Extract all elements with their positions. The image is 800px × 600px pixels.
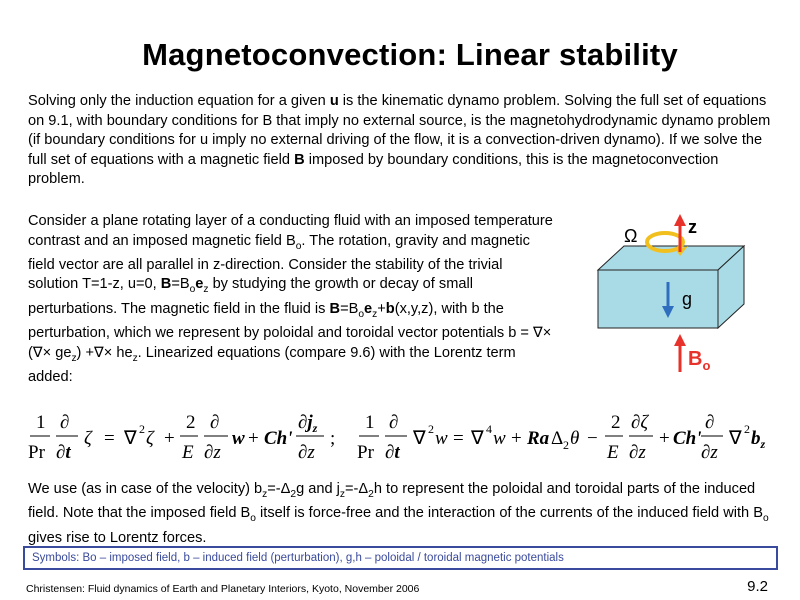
eq2-sup2b: 2 [744, 422, 750, 436]
subscript: z [132, 352, 138, 364]
eq1-one: 1 [36, 412, 46, 433]
eq1-dz: ∂z [204, 442, 221, 463]
subscript: 2 [290, 488, 297, 500]
subscript: z [203, 284, 209, 296]
eq1-pr: Pr [28, 442, 45, 463]
box-front-face [598, 270, 718, 328]
g-label: g [682, 289, 693, 309]
bold-B: B [329, 300, 341, 317]
footer-citation: Christensen: Fluid dynamics of Earth and Planetary Interiors, Kyoto, November 2006 [26, 583, 420, 595]
text-run: g and j [296, 481, 340, 497]
text-run: + [377, 300, 386, 317]
b-label-main: B [688, 348, 703, 370]
eq1-dj-main: ∂j [298, 412, 313, 433]
subscript: z [339, 488, 346, 500]
text-run: gives rise to Lorentz forces. [28, 529, 207, 546]
eq2-sub2: 2 [563, 438, 569, 452]
subscript: o [189, 284, 196, 296]
eq1-dj-sub: z [312, 421, 318, 435]
eq2-nabla4: ∇ [471, 428, 484, 449]
eq2-plus: + [511, 428, 522, 449]
representation-paragraph [28, 480, 778, 548]
text-run: by studying the growth or decay of small perturbations. The magnetic field in the fluid is [28, 276, 473, 317]
page-number: 9.2 [747, 578, 768, 595]
symbols-text: Symbols: Bo – imposed field, b – induced field (perturbation), g,h – poloidal / toroidal magnetic potentials [32, 552, 564, 564]
vorticity-equation [26, 404, 346, 472]
bold-B: B [160, 276, 172, 293]
b-label-sub: o [702, 358, 711, 373]
subscript: o [762, 513, 769, 525]
text-run: (x,y,z), with b the perturbation, which we represent by poloidal and toroidal vector potentials b = ∇× (∇× ge [28, 300, 552, 361]
subscript: z [71, 352, 77, 364]
b-label [688, 348, 710, 373]
text-run: h to represent the poloidal and toroidal parts of the induced field. Note that the imposed field B [28, 481, 756, 522]
eq2-eq: = [453, 428, 464, 449]
page-title: Magnetoconvection: Linear stability [142, 37, 678, 72]
text-run: =B [171, 276, 190, 293]
b-arrowhead-icon [674, 334, 686, 346]
subscript: o [295, 240, 302, 252]
eq1-e: E [182, 442, 194, 463]
eq1-sup2: 2 [139, 422, 145, 436]
subscript: 2 [368, 488, 374, 500]
eq2-nabla: ∇ [413, 428, 426, 449]
eq2-dzeta: ∂ζ [631, 412, 649, 433]
eq2-sup2: 2 [428, 422, 434, 436]
eq2-two: 2 [611, 412, 621, 433]
eq1-plus: + [164, 428, 175, 449]
eq2-plus2: + [659, 428, 670, 449]
bold-e: e [364, 300, 373, 317]
subscript: o [250, 513, 256, 525]
omega-label: Ω [624, 226, 638, 246]
eq2-dt: ∂t [385, 442, 400, 463]
z-label: z [688, 217, 697, 237]
subscript: z [372, 308, 378, 320]
eq2-dz2: ∂z [701, 442, 718, 463]
intro-paragraph [28, 92, 778, 190]
text-run: Solving only the induction equation for a given [28, 93, 330, 109]
eq1-semi: ; [330, 428, 336, 449]
text-run: =-Δ [345, 481, 369, 497]
eq1-nabla: ∇ [124, 428, 137, 449]
eq1-d: ∂ [60, 412, 70, 433]
eq2-b-sub: z [760, 437, 766, 451]
eq1-w: w [232, 428, 245, 449]
text-run: =-Δ [267, 481, 291, 497]
eq2-ch: Ch' [673, 428, 702, 449]
text-run: . The rotation, gravity and magnetic field vector are all parallel in z-direction. Consider the stability of the trivial solution T=1-z, u=0, [28, 232, 530, 293]
eq2-sup4: 4 [486, 422, 492, 436]
subscript: o [358, 308, 365, 320]
momentum-equation [355, 404, 775, 472]
bold-u: u [329, 93, 339, 109]
eq2-theta: θ [570, 428, 580, 449]
symbols-box [23, 546, 778, 570]
text-run: Consider a plane rotating layer of a conducting fluid with an imposed temperature contrast and an imposed magnetic field B [28, 213, 553, 249]
eq1-plus2: + [248, 428, 259, 449]
bold-b: b [385, 300, 395, 317]
eq1-eq: = [104, 428, 115, 449]
eq1-two: 2 [186, 412, 196, 433]
eq1-zeta2: ζ [146, 428, 154, 449]
text-run: =B [340, 300, 359, 317]
bold-e: e [195, 276, 204, 293]
eq1-dz2: ∂z [298, 442, 315, 463]
eq2-d3: ∂ [705, 412, 715, 433]
text-run: ) +∇× he [76, 344, 133, 361]
eq2-e: E [607, 442, 619, 463]
text-run: We use (as in case of the velocity) b [28, 481, 263, 497]
rotating-layer-diagram [590, 212, 770, 382]
eq2-b-main: b [751, 428, 761, 449]
text-run: imposed by boundary conditions, this is the magnetoconvection problem. [28, 151, 719, 187]
eq2-one: 1 [365, 412, 375, 433]
eq1-d2: ∂ [210, 412, 220, 433]
subscript: z [262, 488, 268, 500]
eq1-dt: ∂t [56, 442, 71, 463]
bold-B: B [294, 151, 305, 168]
text-run: itself is force-free and the interaction of the currents of the induced field with B [255, 505, 763, 522]
eq2-pr: Pr [357, 442, 374, 463]
eq1-ch: Ch' [264, 428, 293, 449]
eq2-delta: Δ [551, 428, 564, 449]
eq2-dz: ∂z [629, 442, 646, 463]
eq2-w: w [435, 428, 448, 449]
eq2-nabla-b: ∇ [729, 428, 742, 449]
eq2-d: ∂ [389, 412, 399, 433]
eq1-zeta: ζ [84, 428, 92, 449]
text-run: is the kinematic dynamo problem. Solving the full set of equations on 9.1, with boundary conditions for B that imply no external source, is the magnetohydrodynamic dynamo problem (if boundary conditions for u imply no external driving of the flow, it is a convection-driven dynamo). If we solve the full set of equations with a magnetic field [28, 93, 771, 168]
eq2-minus: − [587, 428, 598, 449]
eq2-b [751, 428, 766, 451]
text-run: . Linearized equations (compare 9.6) with the Lorentz term added: [28, 344, 516, 386]
eq2-w2: w [493, 428, 506, 449]
setup-paragraph [28, 212, 553, 388]
eq1-dj [298, 412, 318, 435]
z-arrowhead-icon [674, 214, 686, 226]
eq2-ra: Ra [527, 428, 550, 449]
